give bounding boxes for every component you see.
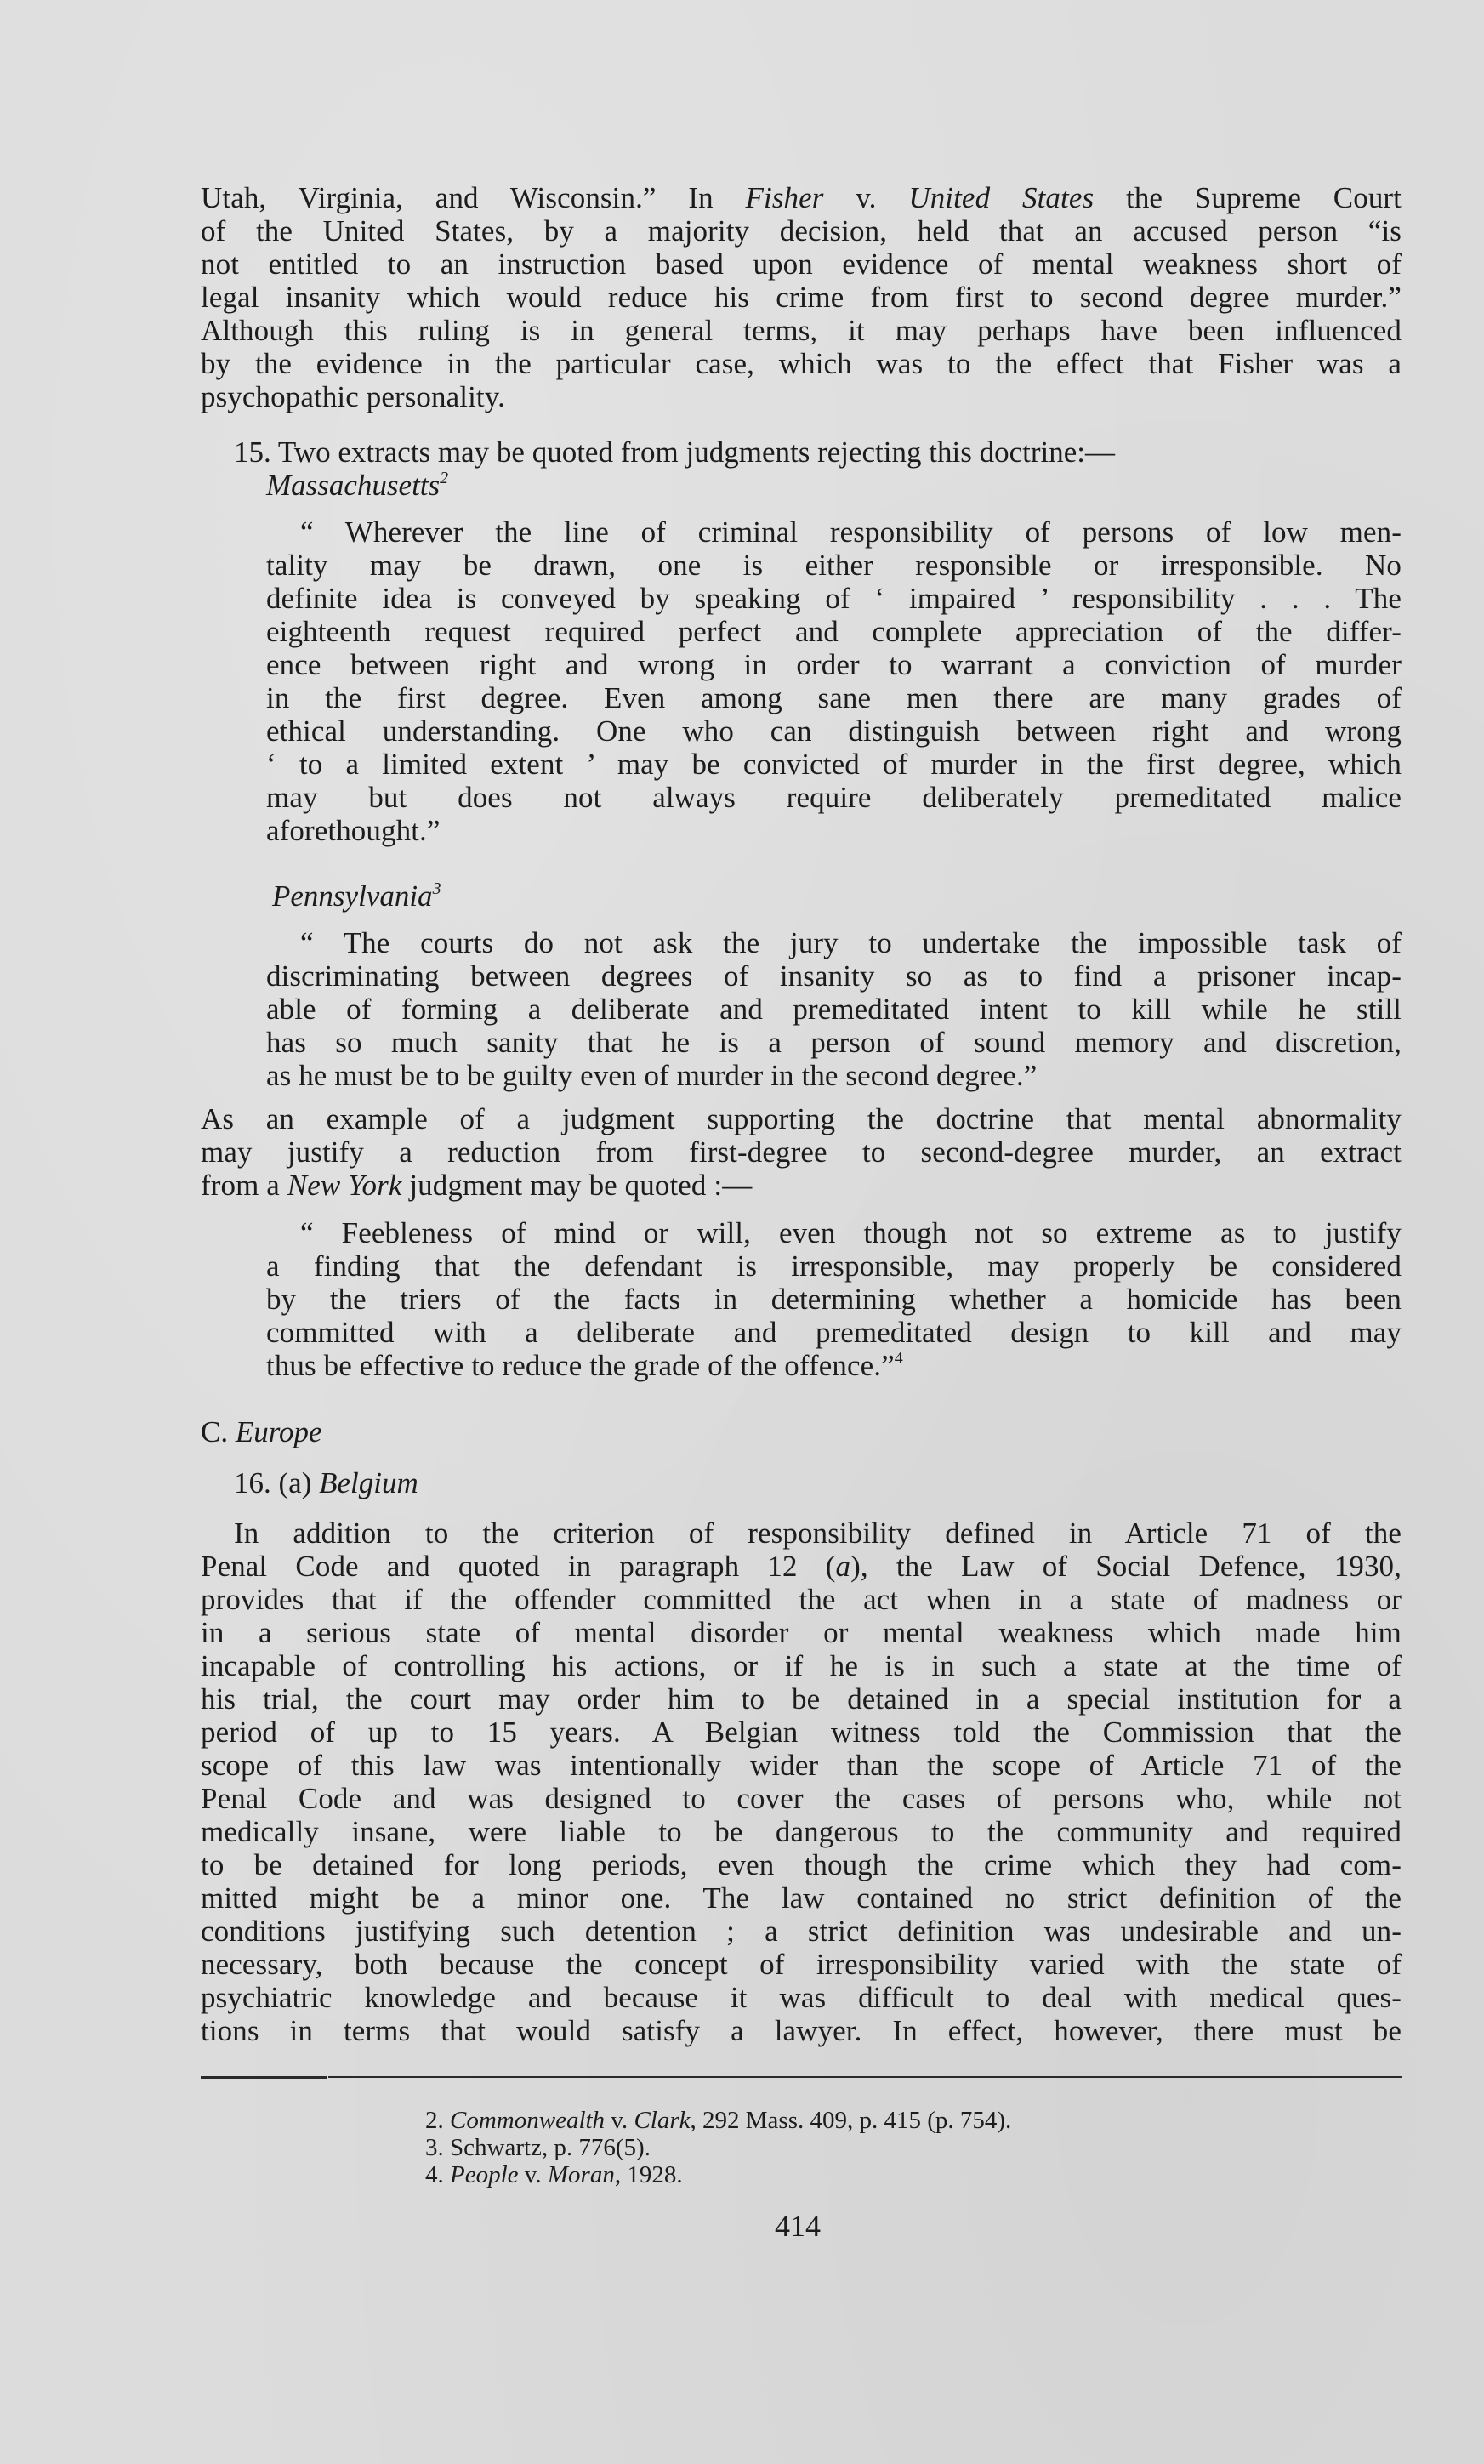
- section-heading-europe: C. Europe: [201, 1415, 322, 1448]
- quote-line: “ Wherever the line of criminal responsibility of persons of low men-: [300, 515, 1402, 549]
- text-line: Penal Code and quoted in paragraph 12 (a), the Law of Social Defence, 1930,: [201, 1550, 1402, 1583]
- text-line: by the evidence in the particular case, which was to the effect that Fisher was a: [201, 347, 1402, 380]
- text-line: period of up to 15 years. A Belgian witness told the Commission that the: [201, 1716, 1402, 1749]
- quote-line: a finding that the defendant is irresponsible, may properly be considered: [266, 1249, 1402, 1283]
- text-line: scope of this law was intentionally wider than the scope of Article 71 of the: [201, 1749, 1402, 1782]
- quote-line: committed with a deliberate and premeditated design to kill and may: [266, 1316, 1402, 1349]
- quote-line: discriminating between degrees of insanity so as to find a prisoner incap-: [266, 959, 1402, 993]
- footnote-rule: [201, 2076, 327, 2079]
- quote-line: as he must be to be guilty even of murder in the second degree.”: [266, 1059, 1038, 1092]
- text-line: in a serious state of mental disorder or mental weakness which made him: [201, 1616, 1402, 1649]
- quote-line: eighteenth request required perfect and complete appreciation of the differ-: [266, 615, 1402, 648]
- case-name: United States: [908, 181, 1095, 214]
- paragraph-16-heading: 16. (a) Belgium: [234, 1466, 418, 1499]
- footnote-ref: 4: [894, 1349, 903, 1368]
- text-line: not entitled to an instruction based upon evidence of mental weakness short of: [201, 248, 1402, 281]
- quote-line: ence between right and wrong in order to warrant a conviction of murder: [266, 648, 1402, 681]
- quote-line: “ Feebleness of mind or will, even though not so extreme as to justify: [300, 1216, 1402, 1249]
- subheading-pennsylvania: Pennsylvania$^3$: [272, 879, 441, 913]
- paragraph-15-intro: 15. Two extracts may be quoted from judgments rejecting this doctrine:—: [234, 435, 1115, 469]
- footnote-rule: [328, 2076, 1402, 2078]
- text-line: psychiatric knowledge and because it was difficult to deal with medical ques-: [201, 1981, 1402, 2014]
- quote-line: tality may be drawn, one is either responsible or irresponsible. No: [266, 549, 1402, 582]
- text-line: conditions justifying such detention ; a strict definition was undesirable and un-: [201, 1915, 1402, 1948]
- quote-line: ethical understanding. One who can distinguish between right and wrong: [266, 714, 1402, 748]
- text-line: Utah, Virginia, and Wisconsin.” In Fisher v. United States the Supreme Court: [201, 181, 1402, 214]
- case-name: Fisher: [745, 181, 824, 214]
- text-line: of the United States, by a majority decision, held that an accused person “is: [201, 214, 1402, 248]
- quote-line: able of forming a deliberate and premeditated intent to kill while he still: [266, 993, 1402, 1026]
- footnote-ref: 2: [440, 469, 449, 487]
- text-line: his trial, the court may order him to be detained in a special institution for a: [201, 1682, 1402, 1716]
- quote-line: thus be effective to reduce the grade of the offence.”$^4$: [266, 1349, 903, 1382]
- footnote-ref: 3: [432, 879, 441, 898]
- text-line: necessary, both because the concept of irresponsibility varied with the state of: [201, 1948, 1402, 1981]
- text-line: medically insane, were liable to be dangerous to the community and required: [201, 1815, 1402, 1848]
- footnote-3: 3. Schwartz, p. 776(5).: [425, 2134, 651, 2161]
- text-line: mitted might be a minor one. The law contained no strict definition of the: [201, 1881, 1402, 1915]
- text-line: may justify a reduction from first-degree to second-degree murder, an extract: [201, 1135, 1402, 1169]
- quote-line: has so much sanity that he is a person of sound memory and discretion,: [266, 1026, 1402, 1059]
- footnote-4: 4. People v. Moran, 1928.: [425, 2161, 683, 2188]
- text-line: to be detained for long periods, even though the crime which they had com-: [201, 1848, 1402, 1881]
- quote-line: “ The courts do not ask the jury to undertake the impossible task of: [300, 926, 1402, 959]
- text-line: incapable of controlling his actions, or if he is in such a state at the time of: [201, 1649, 1402, 1682]
- text-line: In addition to the criterion of responsibility defined in Article 71 of the: [234, 1517, 1402, 1550]
- text-line: psychopathic personality.: [201, 380, 505, 413]
- text-line: tions in terms that would satisfy a lawyer. In effect, however, there must be: [201, 2014, 1402, 2047]
- quote-line: by the triers of the facts in determining whether a homicide has been: [266, 1283, 1402, 1316]
- quote-line: aforethought.”: [266, 814, 441, 847]
- text-line: provides that if the offender committed the act when in a state of madness or: [201, 1583, 1402, 1616]
- text-line: As an example of a judgment supporting the doctrine that mental abnormality: [201, 1102, 1402, 1135]
- jurisdiction-name: New York: [287, 1169, 402, 1202]
- text-line: Although this ruling is in general terms, it may perhaps have been influenced: [201, 314, 1402, 347]
- quote-line: ‘ to a limited extent ’ may be convicted of murder in the first degree, which: [266, 748, 1402, 781]
- text-line: from a New York judgment may be quoted :—: [201, 1169, 753, 1202]
- quote-line: in the first degree. Even among sane men there are many grades of: [266, 681, 1402, 714]
- quote-line: may but does not always require deliberately premeditated malice: [266, 781, 1402, 814]
- page-number: 414: [775, 2209, 821, 2243]
- subheading-massachusetts: Massachusetts$^2$: [266, 469, 449, 502]
- footnote-2: 2. Commonwealth v. Clark, 292 Mass. 409, p. 415 (p. 754).: [425, 2107, 1012, 2134]
- text-line: Penal Code and was designed to cover the cases of persons who, while not: [201, 1782, 1402, 1815]
- text-line: legal insanity which would reduce his crime from first to second degree murder.”: [201, 281, 1402, 314]
- quote-line: definite idea is conveyed by speaking of ‘ impaired ’ responsibility . . . The: [266, 582, 1402, 615]
